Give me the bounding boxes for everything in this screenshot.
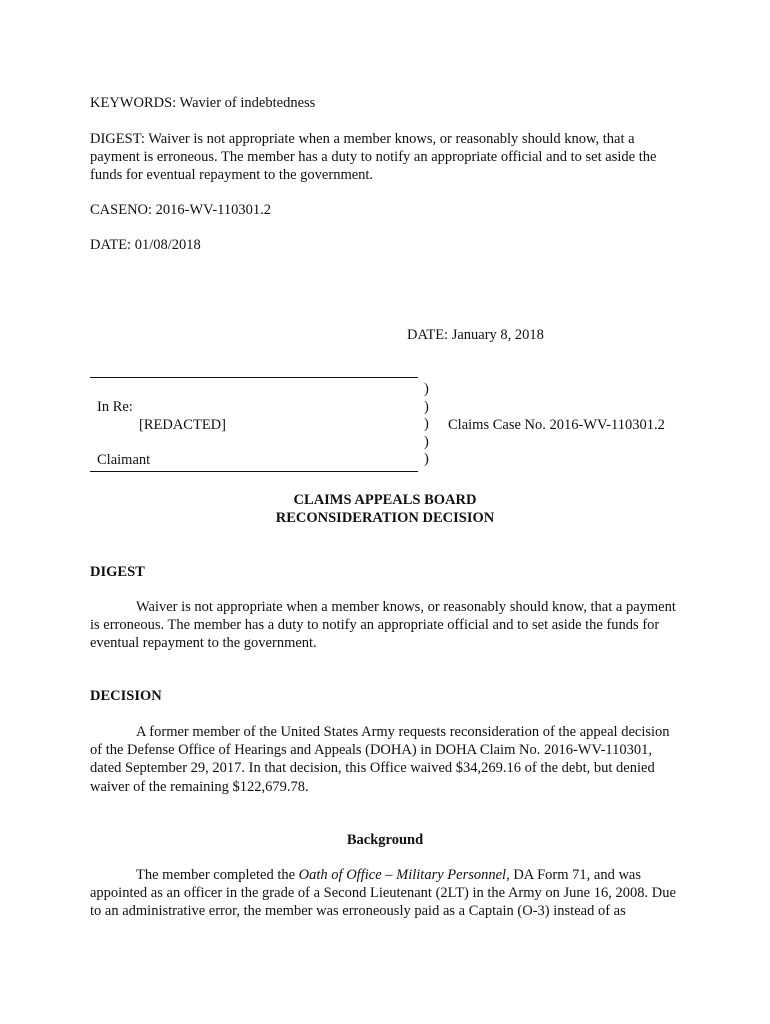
decision-paragraph [90, 723, 680, 796]
caption-paren: ) [424, 416, 429, 433]
decision-text: A former member of the United States Army requests reconsideration of the appeal decision of the Defense Office of Hearings and Appeals (DOHA) in DOHA Claim No. 2016-WV-110301, dated September 29, 2017. In that decision, this Office waived $34,269.16 of the debt, but denied waiver of the remaining $122,679.78. [90, 724, 670, 795]
caption-paren: ) [424, 398, 429, 415]
header-date-line: DATE: 01/08/2018 [90, 237, 201, 253]
caption-paren: ) [424, 451, 429, 468]
digest-heading: DIGEST [90, 564, 145, 580]
caption-top-rule [90, 377, 418, 378]
case-number-line: CASENO: 2016-WV-110301.2 [90, 202, 271, 218]
claims-case-number: Claims Case No. 2016-WV-110301.2 [448, 417, 665, 433]
background-heading: Background [346, 832, 424, 848]
background-paragraph [90, 866, 680, 921]
decision-date: DATE: January 8, 2018 [407, 327, 544, 343]
caption-bottom-rule [90, 471, 418, 472]
caption-paren: ) [424, 381, 429, 397]
decision-type-title: RECONSIDERATION DECISION [275, 510, 495, 526]
background-text-before: The member completed the [136, 867, 299, 883]
board-title: CLAIMS APPEALS BOARD [293, 492, 477, 508]
oath-form-title: Oath of Office – Military Personnel [298, 867, 507, 883]
header-digest: DIGEST: Waiver is not appropriate when a member knows, or reasonably should know, that a payment is erroneous. The member has a duty to notify an appropriate official and to set aside the funds for eventual repayment to the government. [90, 131, 657, 184]
caption-paren: ) [424, 433, 429, 450]
background-text-after: , DA Form 71, and was appointed as an officer in the grade of a Second Lieutenant (2LT) in the Army on June 16, 2008. Due to an administrative error, the member was erroneously paid as a Captain (O-3) instead of as [90, 867, 676, 920]
caption-redacted-name: [REDACTED] [139, 417, 226, 433]
caption-parentheses [424, 381, 434, 469]
caption-in-re: In Re: [97, 399, 133, 415]
digest-paragraph [90, 598, 680, 653]
digest-text: Waiver is not appropriate when a member knows, or reasonably should know, that a payment is erroneous. The member has a duty to notify an appropriate official and to set aside the funds for eventual repayment to the government. [90, 599, 676, 652]
decision-heading: DECISION [90, 688, 162, 704]
keywords-line: KEYWORDS: Wavier of indebtedness [90, 95, 316, 111]
caption-claimant: Claimant [97, 452, 151, 468]
